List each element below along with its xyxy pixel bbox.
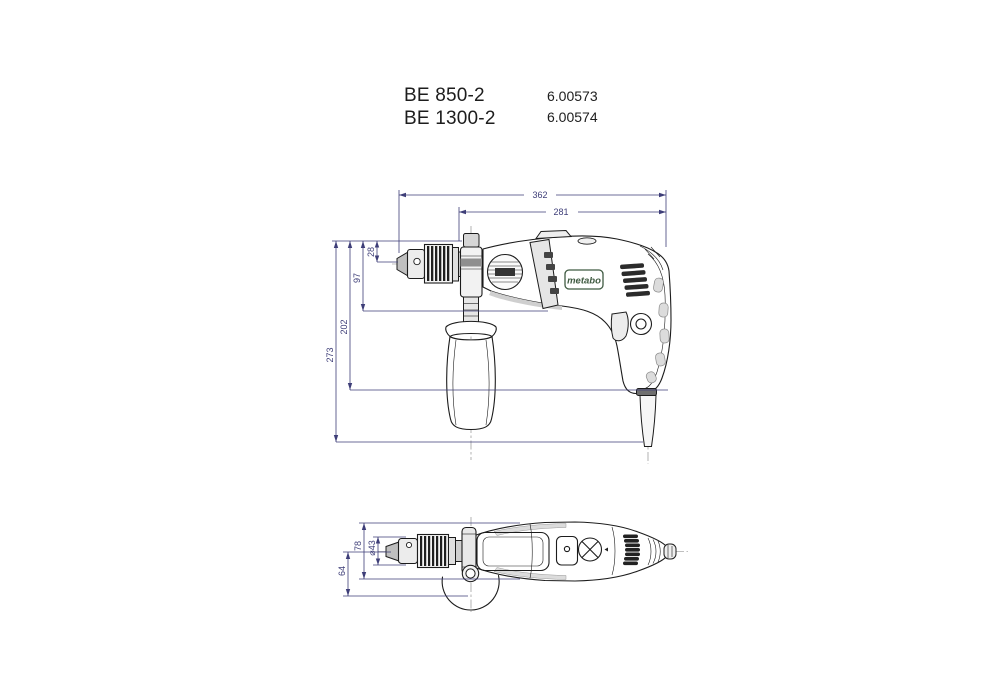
dim-label-97: 97 [352, 272, 362, 284]
top-button [578, 238, 596, 244]
power-cord [637, 389, 657, 447]
order-number-2: 6.00574 [547, 109, 598, 125]
dim-label-64: 64 [337, 565, 347, 577]
chuck-key-hole [414, 258, 420, 264]
metabo-logo [565, 270, 603, 289]
chuck-top [386, 535, 463, 568]
top-ridge [536, 231, 571, 239]
dim-label-dia43: ⌀43 [367, 540, 377, 556]
metabo-logo-text: metabo [567, 275, 601, 287]
model-name-1: BE 850-2 [404, 85, 485, 106]
order-number-1: 6.00573 [547, 88, 598, 104]
dim-label-362: 362 [532, 190, 548, 200]
trigger [611, 312, 628, 341]
dim-label-202: 202 [339, 319, 349, 335]
dim-label-78: 78 [353, 540, 363, 552]
gear-housing-vent [488, 255, 523, 290]
dimension-dia43 [367, 537, 380, 565]
top-view-drawing [378, 517, 688, 612]
dimension-28 [366, 241, 398, 262]
panel-screw [564, 546, 569, 551]
dimension-64 [337, 552, 350, 596]
side-view-drawing [392, 226, 671, 464]
chuck [397, 245, 464, 284]
dim-label-281: 281 [553, 207, 569, 217]
dimension-78 [353, 523, 366, 579]
dim-label-28: 28 [366, 246, 376, 258]
side-handle-boss [462, 528, 479, 582]
model-name-2: BE 1300-2 [404, 108, 496, 129]
dim-label-273: 273 [325, 347, 335, 363]
vent-grille-top [623, 535, 640, 566]
side-handle-clamp [461, 234, 483, 323]
